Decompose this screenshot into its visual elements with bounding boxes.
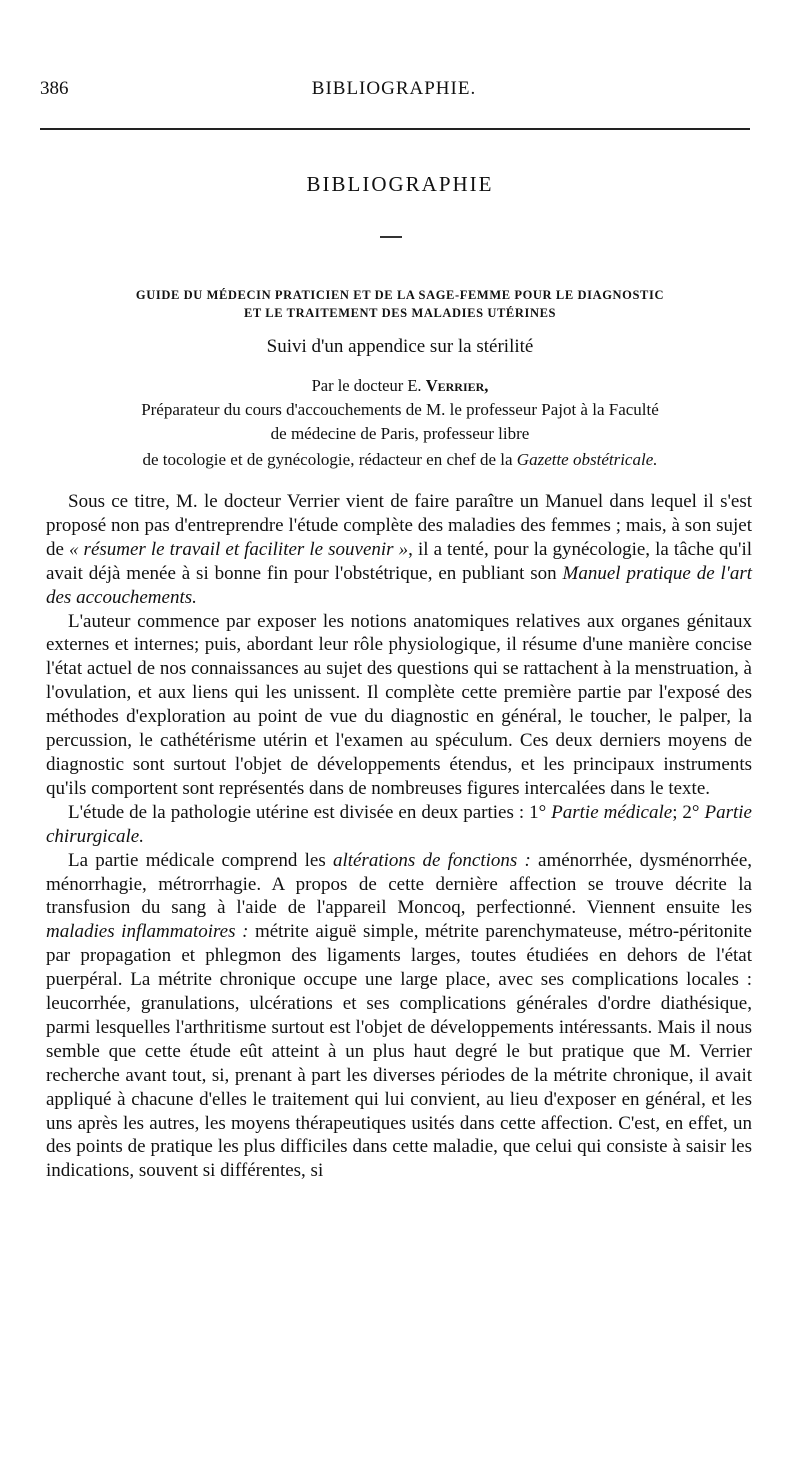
p4-text-a: La partie médicale comprend les [68,849,333,871]
p4-text-e: métrite aiguë simple, métrite parenchymateuse, métro-péritonite par propagation et phlegmon des ligaments larges, toutes étudiées en dehors de l'état puerpéral. La métrite chronique occupe une large place, avec ses complications locales : leucorrhée, granulations, ulcérations et ses complications générales d'ordre diathésique, parmi lesquelles l'arthritisme surtout est l'objet de développements intéressants. Mais il nous semble que cette étude eût atteint à un plus haut degré le but pratique que M. Verrier recherche avant tout, si, prenant à part les diverses périodes de la métrite chronique, il avait appliqué à chacune d'elles le traitement qui lui convient, au lieu d'exposer en général, et les uns après les autres, les moyens thérapeutiques usités dans cette affection. C'est, en effet, un des points de pratique les plus difficiles dans cette maladie, que celui qui consiste à saisir les indications, souvent si différentes, si [46,921,752,1182]
book-subtitle: Suivi d'un appendice sur la stérilité [266,336,534,357]
p1-text-a: Sous ce titre, M. le docteur Verrier vient de faire paraître un Manuel dans lequel il s'est proposé non pas d'entreprendre l'étude complète des maladies des femmes ; mais, à son sujet de [46,491,752,560]
author-prefix: Par le docteur E. [311,376,426,395]
running-head [40,78,748,106]
paragraph-1 [46,490,752,610]
running-title: BIBLIOGRAPHIE. [311,78,477,99]
author-credit-line-2: de médecine de Paris, professeur libre [270,424,530,443]
header-rule [40,128,750,130]
author-line [0,376,800,396]
book-title-line-2: ET LE TRAITEMENT DES MALADIES UTÉRINES [243,306,557,320]
credit-plain: de tocologie et de gynécologie, rédacteur en chef de la [142,450,517,469]
section-title: BIBLIOGRAPHIE [306,172,494,196]
paragraph-3 [46,801,752,849]
p3-text-a: L'étude de la pathologie utérine est divisée en deux parties : 1° [68,801,552,823]
author-name: Verrier, [425,376,489,395]
paragraph-4 [46,849,752,1184]
author-credit-line-3 [40,450,760,470]
p1-text-c: , il a tenté, pour la gynécologie, la tâche qu'il avait déjà menée à si bonne fin pour l'obstétrique, en publiant son [46,538,753,584]
p4-term-alterations: altérations de fonctions : [332,849,531,871]
book-title-line-1: GUIDE DU MÉDECIN PRATICIEN ET DE LA SAGE-FEMME POUR LE DIAGNOSTIC [135,288,665,302]
p1-quote: « résumer le travail et faciliter le souvenir » [69,538,409,560]
journal-name: Gazette obstétricale. [516,450,658,469]
review-body [46,490,752,1183]
page-number: 386 [40,78,69,99]
author-credit-line-1: Préparateur du cours d'accouchements de M. le professeur Pajot à la Faculté [141,400,659,419]
p4-term-inflammatory: maladies inflammatoires : [46,921,249,943]
p3-text-c: ; 2° [672,801,705,823]
paragraph-2: L'auteur commence par exposer les notions anatomiques relatives aux organes génitaux externes et internes; puis, abordant leur rôle physiologique, il résume d'une manière concise l'état actuel de nos connaissances au sujet des questions qui se rattachent à la menstruation, à l'ovulation, et aux liens qui les unissent. Il complète cette première partie par l'exposé des méthodes d'exploration au point de vue du diagnostic en général, le toucher, le palper, la percussion, le cathétérisme utérin et l'examen au spéculum. Ces deux derniers moyens de diagnostic sont surtout l'objet de développements étendus, et les principaux instruments qu'ils comportent sont représentés dans de nombreuses figures intercalées dans le texte. [46,610,752,799]
p3-part-medical: Partie médicale [551,801,673,823]
p3-part-surgical: Partie chirurgicale. [46,801,752,847]
title-separator [380,236,402,238]
p1-book-title: Manuel pratique de l'art des accouchements. [46,562,753,608]
p4-text-c: aménorrhée, dysménorrhée, ménorrhagie, métrorrhagie. A propos de cette dernière affection se trouve décrite la transfusion du sang à l'aide de l'appareil Moncoq, perfectionné. Viennent ensuite les [46,849,753,919]
